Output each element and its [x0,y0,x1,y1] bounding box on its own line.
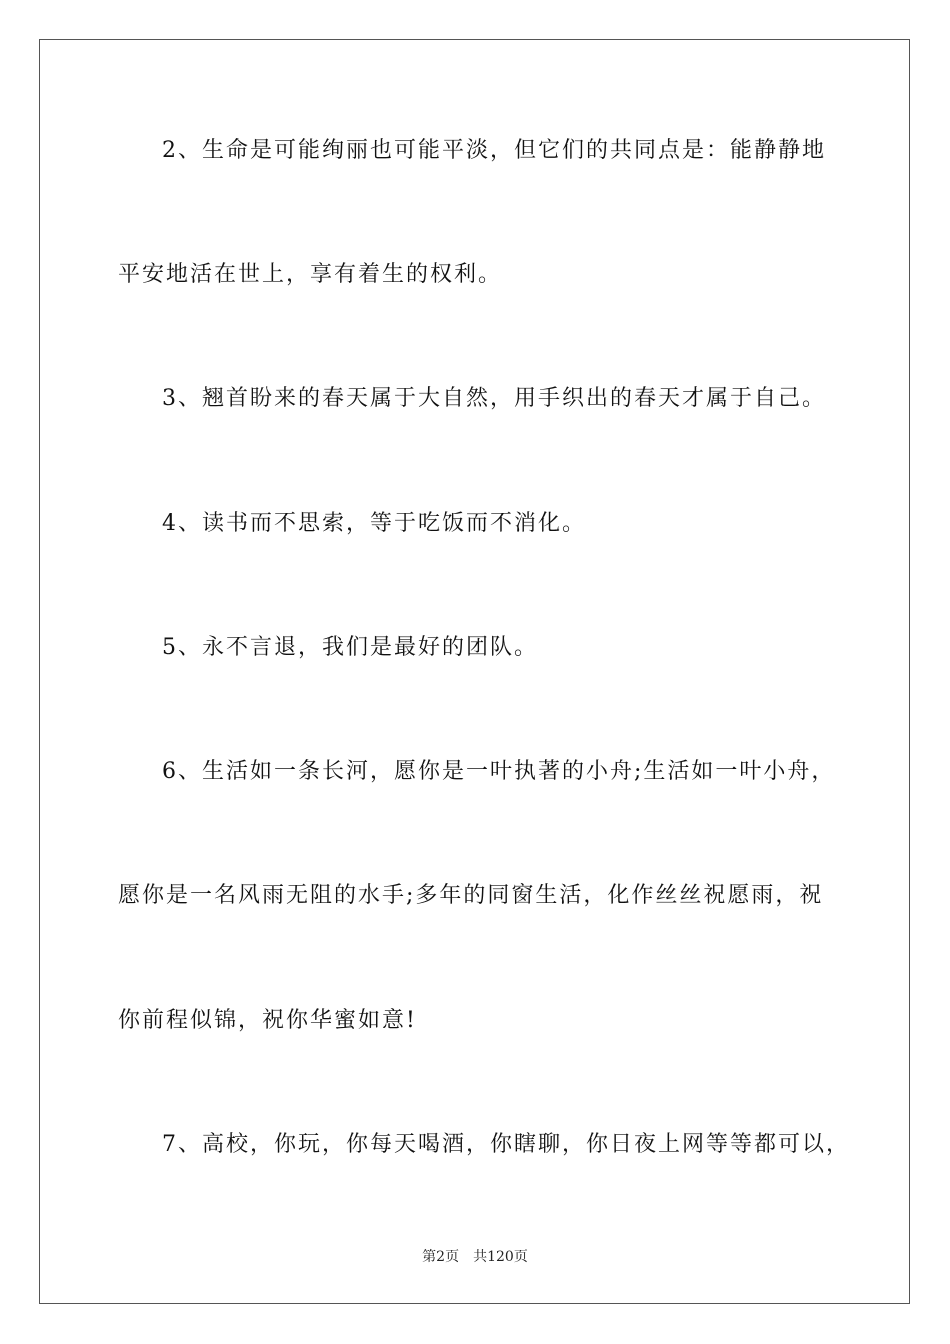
text-line: 3、翘首盼来的春天属于大自然，用手织出的春天才属于自己。 [162,386,826,411]
text-line: 5、永不言退，我们是最好的团队。 [162,635,538,660]
page-total: 共120页 [473,1249,528,1265]
text-line: 你前程似锦，祝你华蜜如意! [118,1008,417,1033]
text-line: 平安地活在世上，享有着生的权利。 [118,262,503,287]
text-line: 愿你是一名风雨无阻的水手;多年的同窗生活，化作丝丝祝愿雨，祝 [118,883,824,908]
page-footer [0,1247,950,1267]
text-line: 4、读书而不思索，等于吃饭而不消化。 [162,511,586,536]
page-frame [39,39,910,1304]
text-line: 6、生活如一条长河，愿你是一叶执著的小舟;生活如一叶小舟， [162,759,836,784]
text-line: 7、高校，你玩，你每天喝酒，你瞎聊，你日夜上网等等都可以， [162,1132,850,1157]
text-line: 2、生命是可能绚丽也可能平淡，但它们的共同点是：能静静地 [162,138,826,163]
page-number: 第2页 [422,1249,460,1265]
